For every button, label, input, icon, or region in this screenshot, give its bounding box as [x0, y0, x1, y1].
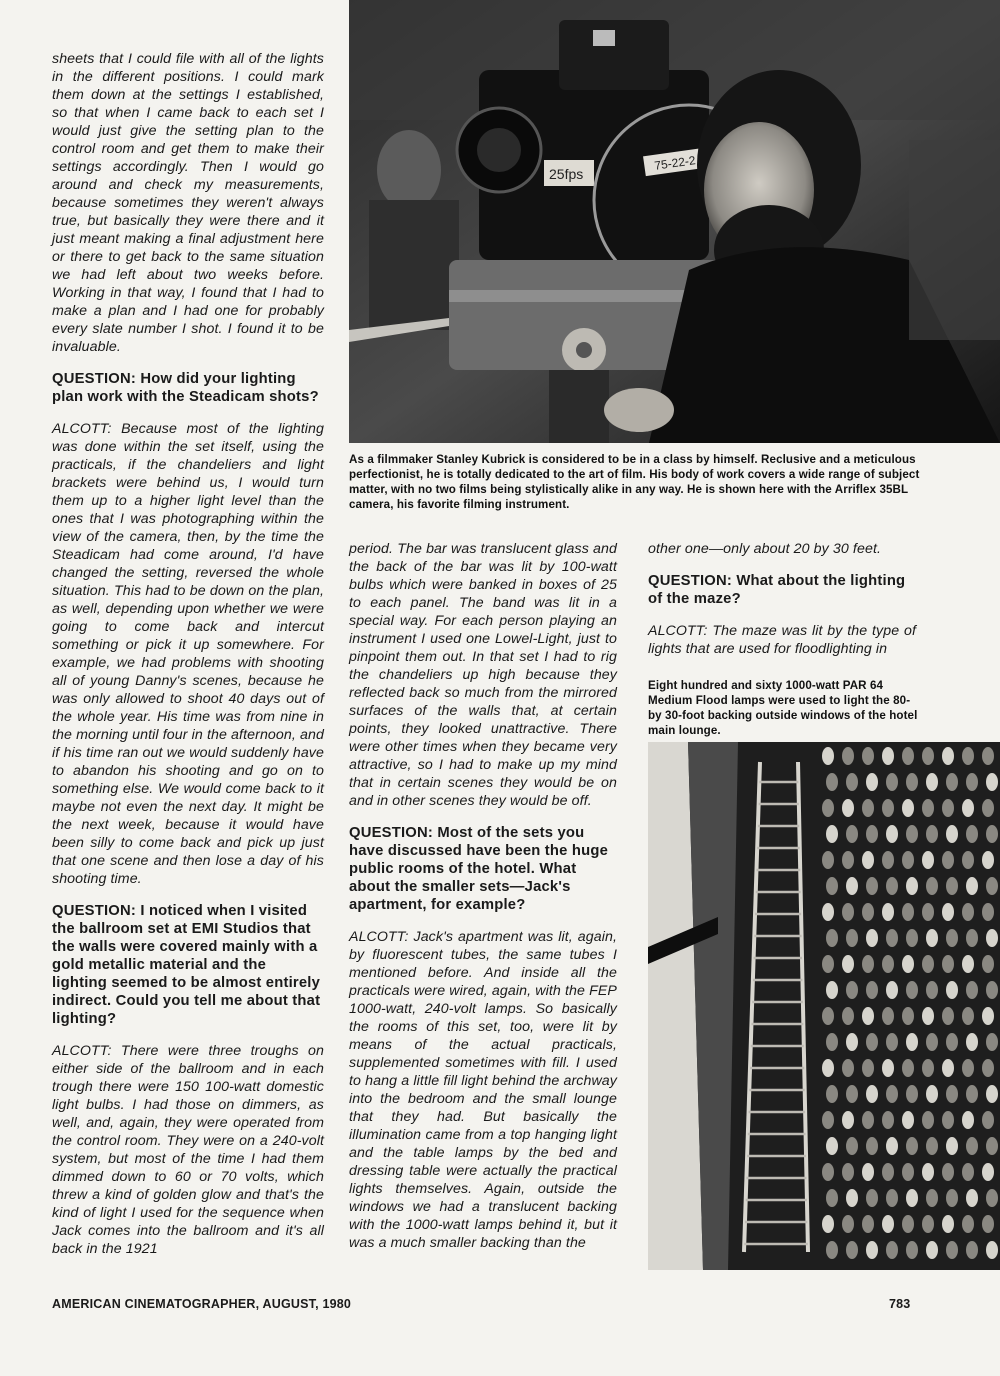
lamp: [866, 877, 878, 895]
lamp: [982, 955, 994, 973]
lamp: [822, 1111, 834, 1129]
lamp: [942, 1007, 954, 1025]
lamp: [942, 1111, 954, 1129]
lamp: [962, 747, 974, 765]
lamp: [962, 799, 974, 817]
lamp: [922, 1111, 934, 1129]
lamp: [906, 773, 918, 791]
lamp: [922, 851, 934, 869]
lamp: [862, 903, 874, 921]
lamp: [846, 825, 858, 843]
lamp: [902, 1059, 914, 1077]
lamp: [946, 929, 958, 947]
lamp: [886, 877, 898, 895]
lamp: [926, 1241, 938, 1259]
lamp: [922, 747, 934, 765]
lamp: [986, 1189, 998, 1207]
lamp: [962, 1163, 974, 1181]
lamp: [842, 1007, 854, 1025]
lamp: [906, 1137, 918, 1155]
lamp: [926, 1033, 938, 1051]
lamp: [942, 1059, 954, 1077]
lamp: [962, 1007, 974, 1025]
lamp: [946, 1137, 958, 1155]
lamp: [846, 1085, 858, 1103]
lamp: [902, 903, 914, 921]
lamp: [962, 1111, 974, 1129]
lamp: [942, 747, 954, 765]
lamp: [966, 981, 978, 999]
photo-caption-bottom: Eight hundred and sixty 1000-watt PAR 64 Medium Flood lamps were used to light the 80- by 30-foot backing outside windows of the hotel main lounge.: [648, 679, 918, 737]
lamp: [846, 877, 858, 895]
lamp: [846, 1241, 858, 1259]
question-heading: QUESTION: How did your lighting plan work with the Steadicam shots?: [52, 371, 319, 405]
lamp: [822, 1007, 834, 1025]
lamp: [842, 799, 854, 817]
lamp: [946, 877, 958, 895]
lamp: [982, 903, 994, 921]
lamp: [862, 1059, 874, 1077]
lamp: [882, 955, 894, 973]
lamp: [902, 747, 914, 765]
lamp: [886, 981, 898, 999]
lamp: [966, 825, 978, 843]
lamp: [942, 1163, 954, 1181]
lamp: [902, 1163, 914, 1181]
column-3: [648, 540, 916, 658]
lamp: [926, 773, 938, 791]
lamp: [826, 877, 838, 895]
lamp: [926, 981, 938, 999]
lamp: [866, 773, 878, 791]
question-heading: QUESTION: Most of the sets you have discussed have been the huge public rooms of the hotel. What about the smaller sets—Jack's apartment, for example?: [349, 825, 609, 913]
lamp: [882, 851, 894, 869]
lamp: [886, 825, 898, 843]
column-2: [349, 540, 617, 1266]
lamp: [982, 1163, 994, 1181]
lamp: [946, 825, 958, 843]
lamp: [926, 1137, 938, 1155]
lamp: [866, 1033, 878, 1051]
lamp: [846, 1137, 858, 1155]
lamp: [922, 1059, 934, 1077]
lamp: [942, 903, 954, 921]
lamp: [942, 1215, 954, 1233]
lamp: [826, 1137, 838, 1155]
lamp: [822, 1059, 834, 1077]
lamp: [966, 1085, 978, 1103]
lamp: [906, 877, 918, 895]
lamp: [982, 1111, 994, 1129]
paragraph: ALCOTT: The maze was lit by the type of lights that are used for floodlighting in: [648, 623, 916, 657]
lamp: [846, 1033, 858, 1051]
lamp: [882, 1007, 894, 1025]
lamp: [822, 851, 834, 869]
lamp: [906, 1241, 918, 1259]
lamp: [926, 929, 938, 947]
lamp: [942, 799, 954, 817]
lamp: [842, 747, 854, 765]
lamp: [982, 1007, 994, 1025]
lamp: [882, 1059, 894, 1077]
column-1: [52, 50, 324, 1272]
lamp: [922, 903, 934, 921]
lamp: [842, 1111, 854, 1129]
lamp: [906, 1189, 918, 1207]
lamp: [906, 929, 918, 947]
lamp: [922, 1007, 934, 1025]
lamp: [962, 851, 974, 869]
lamp: [822, 1163, 834, 1181]
lamp: [902, 799, 914, 817]
lamp: [882, 1163, 894, 1181]
lamp: [926, 1189, 938, 1207]
lamp: [922, 1163, 934, 1181]
photo-caption-top: As a filmmaker Stanley Kubrick is considered to be in a class by himself. Reclusive and a meticulous perfectionist, he is totally dedicated to the art of film. His body of work covers a wide range of subject matter, with no two films being stylistically alike in any way. He is shown here with the Arriflex 35BL camera, his favorite filming instrument.: [349, 453, 920, 511]
lamp: [822, 747, 834, 765]
lamp: [962, 1059, 974, 1077]
lamp: [862, 1111, 874, 1129]
lamp: [842, 1059, 854, 1077]
lamp: [826, 1189, 838, 1207]
lamp: [902, 1007, 914, 1025]
lamp: [982, 747, 994, 765]
paragraph: other one—only about 20 by 30 feet.: [648, 541, 882, 557]
lamp: [946, 981, 958, 999]
lamp: [826, 1033, 838, 1051]
lamp: [866, 1241, 878, 1259]
lamp: [942, 851, 954, 869]
lamp: [862, 1007, 874, 1025]
lamp: [866, 825, 878, 843]
lamp-backing-photo: [648, 742, 1000, 1270]
lamp: [986, 929, 998, 947]
lamp: [922, 955, 934, 973]
fps-tag-text: 25fps: [549, 166, 584, 182]
lamp: [946, 1033, 958, 1051]
lamp: [902, 1111, 914, 1129]
lamp: [826, 1241, 838, 1259]
lamp: [886, 773, 898, 791]
lamp: [986, 981, 998, 999]
lamp: [842, 1163, 854, 1181]
lamp: [866, 981, 878, 999]
lamp: [966, 929, 978, 947]
lamp: [886, 1137, 898, 1155]
tape-label-text: 75-22-2: [653, 153, 697, 173]
kubrick-camera-photo: [349, 0, 1000, 443]
lamp: [826, 773, 838, 791]
lamp: [986, 877, 998, 895]
lamp: [882, 799, 894, 817]
lamp: [926, 1085, 938, 1103]
lamp: [906, 1085, 918, 1103]
lamp: [962, 955, 974, 973]
lamp: [982, 851, 994, 869]
lamp: [986, 1085, 998, 1103]
lamp: [862, 955, 874, 973]
footer-page-number: 783: [889, 1297, 911, 1311]
lamp: [886, 1033, 898, 1051]
lamp: [962, 1215, 974, 1233]
paragraph: ALCOTT: There were three troughs on either side of the ballroom and in each trough there were 150 100-watt domestic light bulbs. I had those on dimmers, as well, and, again, they were operated from the control room. They were on a 240-volt system, but most of the time I had them dimmed down to 60 or 70 volts, which threw a kind of golden glow and that's the kind of light I used for the sequence when Jack comes into the ballroom and it's all back in the 1921: [52, 1043, 324, 1257]
lamp: [902, 851, 914, 869]
lamp: [822, 903, 834, 921]
lamp: [906, 825, 918, 843]
lamp: [842, 851, 854, 869]
lamp: [846, 773, 858, 791]
lamp: [986, 825, 998, 843]
lamp: [946, 1085, 958, 1103]
question-heading: QUESTION: What about the lighting of the maze?: [648, 573, 906, 607]
lamp: [986, 1241, 998, 1259]
lamp: [846, 1189, 858, 1207]
footer-publication: AMERICAN CINEMATOGRAPHER, AUGUST, 1980: [52, 1297, 352, 1311]
lamp: [902, 1215, 914, 1233]
lamp: [922, 799, 934, 817]
lamp: [842, 955, 854, 973]
lamp-backing-illustration: [648, 742, 1000, 1270]
lamp: [886, 1241, 898, 1259]
lamp: [886, 1189, 898, 1207]
lamp: [826, 1085, 838, 1103]
lamp: [866, 1137, 878, 1155]
lamp: [826, 981, 838, 999]
lamp: [982, 1059, 994, 1077]
lamp: [906, 1033, 918, 1051]
question-heading: QUESTION: I noticed when I visited the ballroom set at EMI Studios that the walls were covered mainly with a gold metallic material and the lighting seemed to be almost entirely indirect. Could you tell me about that lighting?: [52, 903, 321, 1027]
lamp: [846, 981, 858, 999]
lamp: [966, 1241, 978, 1259]
lamp: [982, 799, 994, 817]
lamp: [866, 1189, 878, 1207]
lamp: [966, 1189, 978, 1207]
lamp: [946, 773, 958, 791]
lamp: [926, 825, 938, 843]
lamp: [822, 955, 834, 973]
lamp: [906, 981, 918, 999]
paragraph: ALCOTT: Jack's apartment was lit, again, by fluorescent tubes, the same tubes I mentioned before. And inside all the practicals were wired, again, with the FEP 1000-watt, 240-volt lamps. So basically the rooms of this set, too, were lit by means of the actual practicals, supplemented sometimes with fill. I used to hang a little fill light behind the archway into the bedroom and the small lounge that they had. But basically the illumination came from a top hanging light and the table lamps by the bed and dressing table were actually the practical lights themselves. Again, outside the windows we had a translucent backing with the 1000-watt lamps behind it, but it was a much smaller backing than the: [349, 929, 617, 1251]
lamp: [926, 877, 938, 895]
lamp: [882, 1111, 894, 1129]
paragraph: period. The bar was translucent glass and the back of the bar was lit by 100-watt bulbs which were banked in boxes of 25 to each panel. The band was lit in a special way. For each person playing an instrument I used one Lowel-Light, just to pinpoint them out. In that set I had to rig the chandeliers up high because they reflected back so much from the mirrored surfaces of the walls that, at certain points, they looked unattractive. There were other times when they became very attractive, so I had to make up my mind that in certain scenes they would be on and in other scenes they would be off.: [349, 541, 617, 809]
lamp: [962, 903, 974, 921]
lamp: [886, 1085, 898, 1103]
lamp: [862, 799, 874, 817]
lamp: [882, 903, 894, 921]
lamp: [986, 1033, 998, 1051]
lamp: [942, 955, 954, 973]
lamp: [882, 747, 894, 765]
lamp: [826, 825, 838, 843]
lamp: [886, 929, 898, 947]
lamp: [826, 929, 838, 947]
lamp: [902, 955, 914, 973]
lamp: [822, 1215, 834, 1233]
lamp: [922, 1215, 934, 1233]
lamp: [842, 1215, 854, 1233]
paragraph: ALCOTT: Because most of the lighting was done within the set itself, using the practicals, if the chandeliers and light brackets were behind us, I would turn them up to a higher light level than the ones that I was photographing within the view of the camera, then, by the time the Steadicam had come around, I'd have changed the setting, reversed the whole situation. This had to be down on the plan, as well, depending upon whether we were going to come back and intercut something or pick it up somewhere. For example, we had problems with shooting all of young Danny's scenes, because he was only allowed to shoot 40 days out of the whole year. His time was from nine in the morning until four in the afternoon, and if his time ran out we would suddenly have to abandon his shooting and go on to something else. We would come back to it maybe not even the next day. It might be the next week, because it would have been silly to come back and pick up just that one scene and then lose a day of his shooting time.: [52, 421, 324, 887]
lamp: [946, 1241, 958, 1259]
lamp: [986, 1137, 998, 1155]
lamp: [862, 747, 874, 765]
lamp: [862, 1215, 874, 1233]
lamp: [986, 773, 998, 791]
lamp: [966, 1033, 978, 1051]
lamp: [866, 929, 878, 947]
lamp: [982, 1215, 994, 1233]
lamp: [862, 1163, 874, 1181]
paragraph: sheets that I could file with all of the lights in the different positions. I could mark them down at the settings I established, so that when I came back to each set I would just give the setting plan to the control room and get them to make their settings accordingly. Then I would go around and check my measurements, because sometimes they weren't always true, but basically they were there and it just meant making a final adjustment here or there to get back to the same situation we had left about two weeks before. Working in that way, I found that I had to make a plan and I had one for probably every slate number I shot. I found it to be invaluable.: [52, 51, 324, 355]
lamp: [946, 1189, 958, 1207]
lamp: [966, 1137, 978, 1155]
lamp: [966, 773, 978, 791]
lamp: [842, 903, 854, 921]
lamp: [862, 851, 874, 869]
kubrick-camera-illustration: [349, 0, 1000, 443]
lamp: [866, 1085, 878, 1103]
lamp: [822, 799, 834, 817]
lamp: [882, 1215, 894, 1233]
lamp: [966, 877, 978, 895]
lamp: [846, 929, 858, 947]
